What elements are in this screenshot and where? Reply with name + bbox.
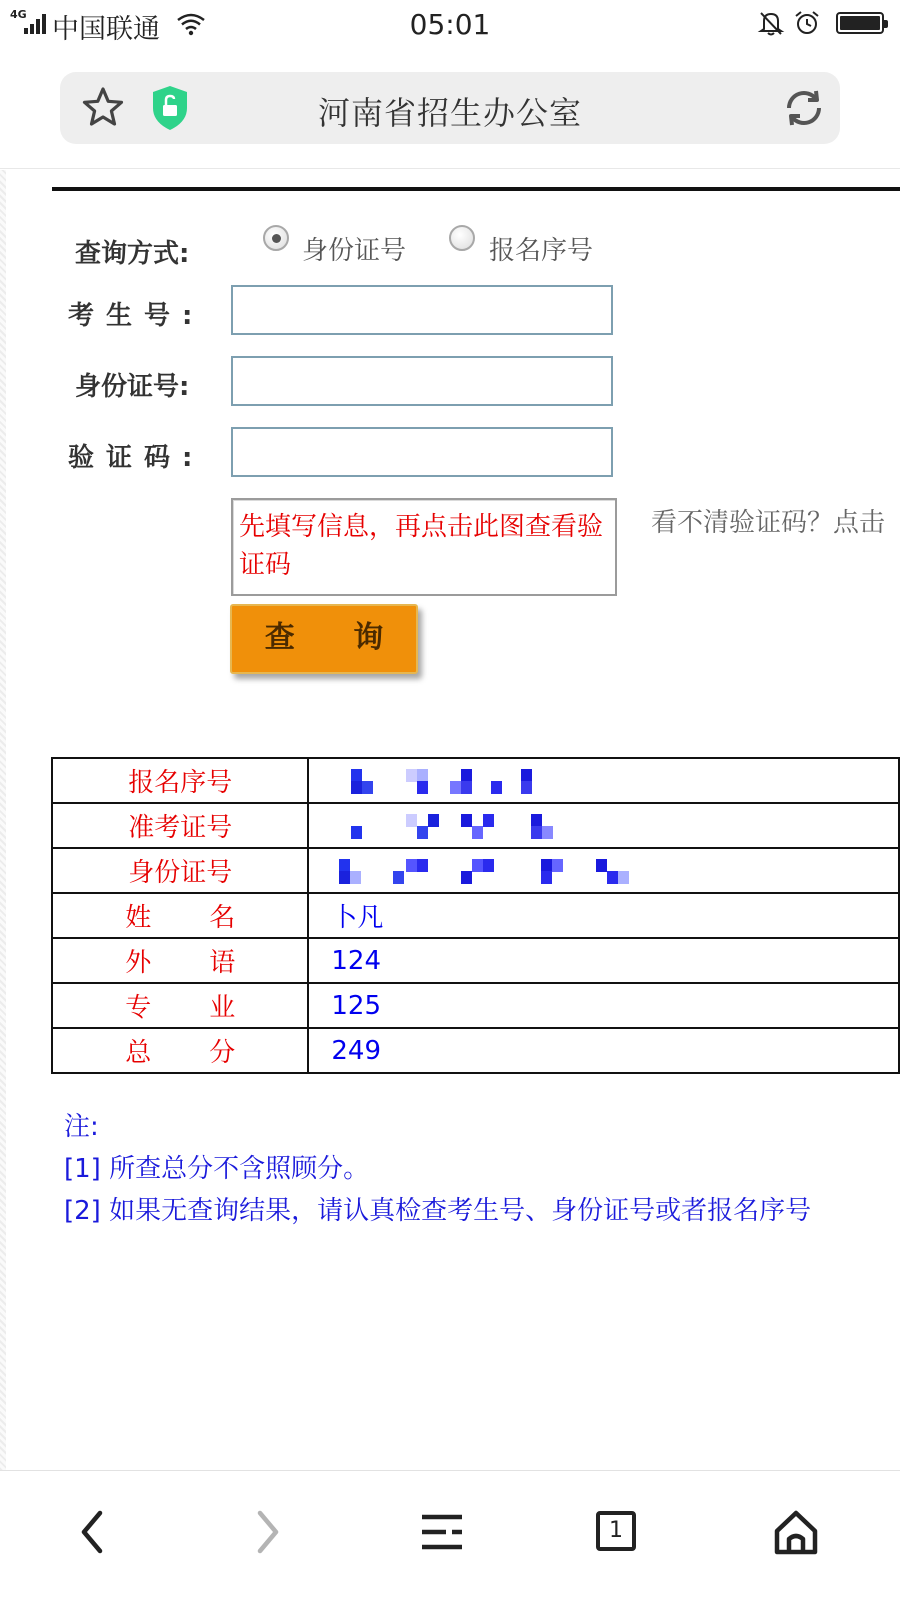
exam-number-input[interactable] bbox=[231, 285, 613, 335]
query-button[interactable]: 查 询 bbox=[230, 604, 418, 674]
page-title: 河南省招生办公室 bbox=[317, 94, 582, 132]
table-row bbox=[52, 758, 899, 803]
table-row bbox=[52, 938, 899, 983]
row-label-name bbox=[52, 893, 308, 938]
captcha-label: 验证码: bbox=[68, 443, 205, 473]
bell-muted-icon bbox=[757, 9, 785, 37]
tabs-button[interactable]: 1 bbox=[596, 1511, 636, 1551]
admission-ticket-value bbox=[308, 803, 899, 848]
foreign-language-score: 124 bbox=[308, 938, 899, 983]
status-bar bbox=[0, 0, 900, 50]
blurred-value bbox=[331, 851, 671, 891]
id-number-label: 身份证号: bbox=[75, 372, 190, 402]
exam-number-label: 考生号: bbox=[68, 301, 205, 331]
radio-id-number[interactable] bbox=[263, 225, 289, 251]
home-icon[interactable] bbox=[772, 1507, 820, 1557]
network-type: 4G bbox=[10, 8, 27, 21]
registration-number-value bbox=[308, 758, 899, 803]
radio-registration-number-label[interactable]: 报名序号 bbox=[489, 236, 594, 266]
row-label: 外语 bbox=[125, 948, 294, 978]
divider bbox=[0, 168, 900, 169]
content-top-rule bbox=[52, 187, 900, 191]
note-item: [1] 所查总分不含照顾分。 bbox=[64, 1154, 370, 1184]
major-score: 125 bbox=[308, 983, 899, 1028]
bottom-navigation bbox=[0, 1470, 900, 1601]
table-row bbox=[52, 893, 899, 938]
name-value: 卜凡 bbox=[308, 893, 899, 938]
row-label: 准考证号 bbox=[52, 803, 308, 848]
address-bar[interactable] bbox=[60, 72, 840, 144]
row-label-foreign-language bbox=[52, 938, 308, 983]
total-score: 249 bbox=[308, 1028, 899, 1073]
menu-icon[interactable] bbox=[420, 1507, 464, 1557]
reload-icon[interactable] bbox=[782, 86, 826, 130]
results-table bbox=[51, 757, 900, 1074]
back-icon[interactable] bbox=[72, 1507, 112, 1557]
table-row bbox=[52, 848, 899, 893]
captcha-refresh-link[interactable]: 看不清验证码？点击 bbox=[651, 508, 886, 538]
row-label: 总分 bbox=[125, 1038, 294, 1068]
notes-title: 注: bbox=[64, 1112, 99, 1142]
query-method-label: 查询方式: bbox=[75, 239, 190, 269]
note-item: [2] 如果无查询结果，请认真检查考生号、身份证号或者报名序号 bbox=[64, 1196, 812, 1226]
page-edge bbox=[0, 170, 6, 1470]
status-time: 05:01 bbox=[409, 8, 491, 41]
blurred-value bbox=[331, 806, 671, 846]
battery-icon bbox=[836, 12, 884, 34]
row-label-major bbox=[52, 983, 308, 1028]
carrier-name: 中国联通 bbox=[52, 14, 160, 45]
alarm-icon bbox=[793, 9, 821, 37]
notes bbox=[64, 1106, 811, 1232]
id-number-input[interactable] bbox=[231, 356, 613, 406]
table-row bbox=[52, 1028, 899, 1073]
forward-icon[interactable] bbox=[248, 1507, 288, 1557]
table-row bbox=[52, 803, 899, 848]
blurred-value bbox=[331, 761, 671, 801]
row-label: 姓名 bbox=[125, 903, 294, 933]
radio-registration-number[interactable] bbox=[449, 225, 475, 251]
id-number-value bbox=[308, 848, 899, 893]
captcha-input[interactable] bbox=[231, 427, 613, 477]
row-label: 专业 bbox=[125, 993, 294, 1023]
captcha-image[interactable]: 先填写信息，再点击此图查看验证码 bbox=[231, 498, 617, 596]
row-label: 身份证号 bbox=[52, 848, 308, 893]
row-label: 报名序号 bbox=[52, 758, 308, 803]
table-row bbox=[52, 983, 899, 1028]
radio-id-number-label[interactable]: 身份证号 bbox=[302, 236, 407, 266]
row-label-total bbox=[52, 1028, 308, 1073]
